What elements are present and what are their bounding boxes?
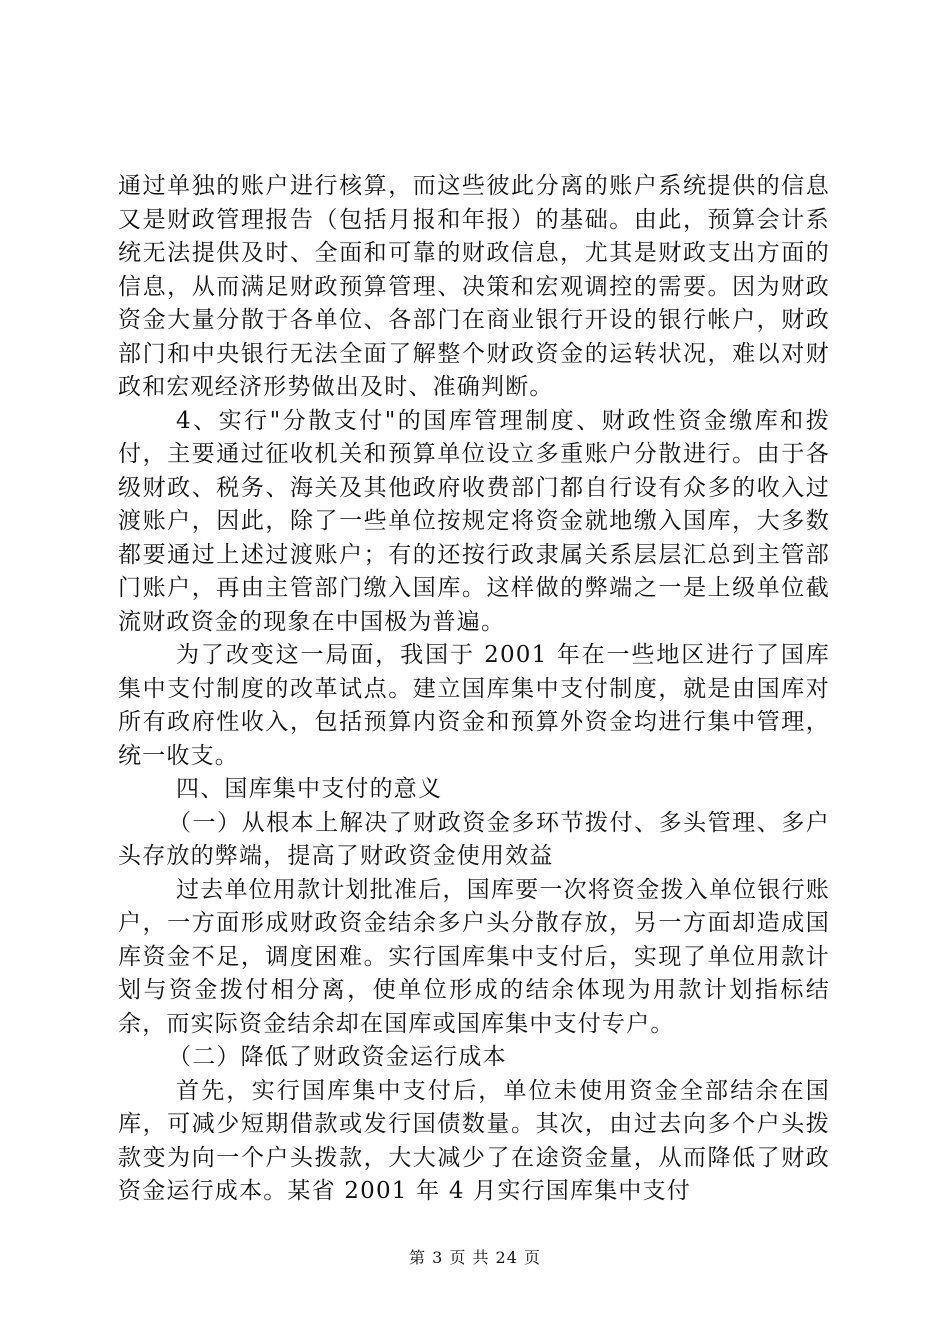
subheading-two: （二）降低了财政资金运行成本 bbox=[168, 1044, 507, 1070]
document-body bbox=[118, 170, 830, 1209]
paragraph-continuation: 通过单独的账户进行核算，而这些彼此分离的账户系统提供的信息又是财政管理报告（包括月报和年报）的基础。由此，预算会计系统无法提供及时、全面和可靠的财政信息，尤其是财政支出方面的信息，从而满足财政预算管理、决策和宏观调控的需要。因为财政资金大量分散于各单位、各部门在商业银行开设的银行帐户，财政部门和中央银行无法全面了解整个财政资金的运转状况，难以对财政和宏观经济形势做出及时、准确判断。 bbox=[118, 173, 830, 400]
paragraph-reform-pilot: 为了改变这一局面，我国于 2001 年在一些地区进行了国库集中支付制度的改革试点。建立国库集中支付制度，就是由国库对所有政府性收入，包括预算内资金和预算外资金均进行集中管理，统一收支。 bbox=[118, 642, 830, 769]
paragraph-cost-reduction: 首先，实行国库集中支付后，单位未使用资金全部结余在国库，可减少短期借款或发行国债数量。其次，由过去向多个户头拨款变为向一个户头拨款，大大减少了在途资金量，从而降低了财政资金运行成本。某省 2001 年 4 月实行国库集中支付 bbox=[118, 1077, 830, 1204]
subheading-one: （一）从根本上解决了财政资金多环节拨付、多头管理、多户头存放的弊端，提高了财政资金使用效益 bbox=[118, 809, 830, 869]
paragraph-past-practice: 过去单位用款计划批准后，国库要一次将资金拨入单位银行账户，一方面形成财政资金结余多户头分散存放，另一方面却造成国库资金不足，调度困难。实行国库集中支付后，实现了单位用款计划与资金拨付相分离，使单位形成的结余体现为用款计划指标结余，而实际资金结余却在国库或国库集中支付专户。 bbox=[118, 876, 830, 1037]
section-heading-significance: 四、国库集中支付的意义 bbox=[176, 776, 443, 802]
paragraph-point-4: 4、实行"分散支付"的国库管理制度、财政性资金缴库和拨付，主要通过征收机关和预算单位设立多重账户分散进行。由于各级财政、税务、海关及其他政府收费部门都自行设有众多的收入过渡账户，因此，除了一些单位按规定将资金就地缴入国库，大多数都要通过上述过渡账户；有的还按行政隶属关系层层汇总到主管部门账户，再由主管部门缴入国库。这样做的弊端之一是上级单位截流财政资金的现象在中国极为普遍。 bbox=[118, 407, 830, 635]
page-number-footer: 第 3 页 共 24 页 bbox=[409, 1248, 541, 1267]
